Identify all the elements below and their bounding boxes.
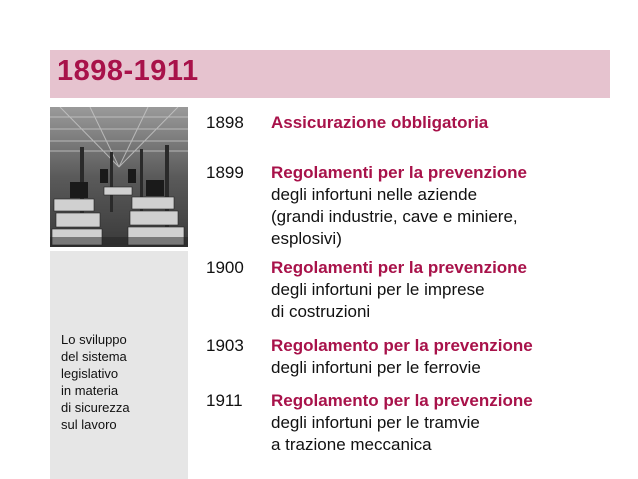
entry-heading: Regolamenti per la prevenzione	[271, 163, 528, 182]
entry-year: 1900	[206, 258, 244, 277]
entry-body	[271, 335, 611, 379]
entry-body	[271, 162, 611, 250]
entry-heading: Regolamenti per la prevenzione	[271, 258, 528, 277]
entry-body	[271, 257, 611, 323]
entry-line: a trazione meccanica	[271, 435, 432, 454]
entry-year: 1911	[206, 391, 243, 410]
entry-line: di costruzioni	[271, 302, 371, 321]
entry-year: 1903	[206, 336, 244, 355]
entry-body	[271, 112, 611, 134]
entry-heading: Assicurazione obbligatoria	[271, 113, 489, 132]
entry-line: (grandi industrie, cave e miniere,	[271, 207, 518, 226]
caption-line: del sistema	[61, 349, 127, 364]
entry-line: esplosivi)	[271, 229, 342, 248]
entry-line: degli infortuni per le tramvie	[271, 413, 480, 432]
caption-line: di sicurezza	[61, 400, 130, 415]
entry-line: degli infortuni per le imprese	[271, 280, 485, 299]
caption	[61, 331, 181, 433]
caption-line: Lo sviluppo	[61, 332, 127, 347]
entry-year: 1899	[206, 163, 244, 182]
caption-line: legislativo	[61, 366, 119, 381]
caption-line: in materia	[61, 383, 119, 398]
entry-heading: Regolamento per la prevenzione	[271, 391, 533, 410]
entry-year: 1898	[206, 113, 244, 132]
entry-body	[271, 390, 611, 456]
caption-line: sul lavoro	[61, 417, 117, 432]
slide-title: 1898-1911	[57, 55, 199, 87]
entry-heading: Regolamento per la prevenzione	[271, 336, 533, 355]
factory-photo-drawing	[50, 107, 188, 247]
entry-line: degli infortuni nelle aziende	[271, 185, 478, 204]
entry-line: degli infortuni per le ferrovie	[271, 358, 481, 377]
factory-photo	[50, 107, 188, 247]
